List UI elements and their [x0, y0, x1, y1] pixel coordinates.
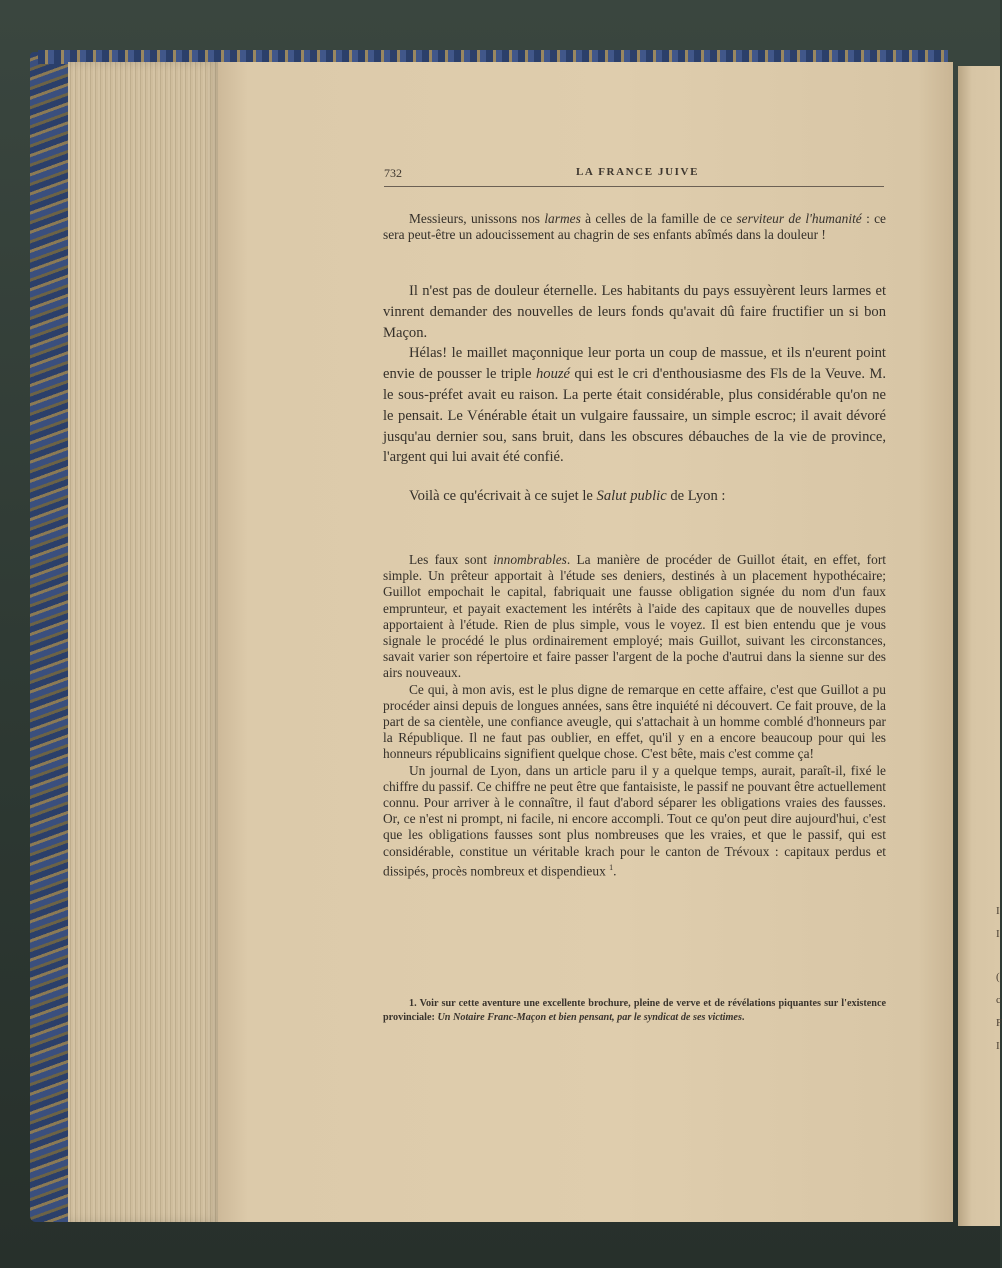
header-rule	[384, 186, 884, 187]
facing-fragment: I	[996, 1040, 1000, 1052]
italic-run: houzé	[535, 366, 571, 383]
facing-page-fragments	[996, 900, 1002, 1052]
text-run: Messieurs, unissons nos	[409, 211, 545, 226]
running-title: LA FRANCE JUIVE	[576, 166, 700, 178]
facing-fragment: c	[996, 994, 1001, 1006]
italic-run: larmes	[544, 211, 581, 226]
text-run: . La manière de procéder de Guillot était, en effet, fort simple. Un prêteur apportait à l'étude ses deniers, destinés à un placement hypothécaire; Guillot empochait le capital, fabriquait une fausse obligation signée du nom d'un faux emprunteur, et payait exactement les intérêts à l'aide des capitaux que de nouvelles dupes apportaient à l'étude. Rien de plus simple, vous le voyez. Il est bien entendu que je vous signale le procédé le plus ordinairement employé; mais Guillot, suivant les circonstances, savait varier son répertoire et faire passer l'argent de la poche d'autrui dans la sienne sur des airs nouveaux.	[383, 552, 886, 681]
extract-paragraph: Ce qui, à mon avis, est le plus digne de remarque en cette affaire, c'est que Guillot a pu procéder ainsi depuis de longues années, sans être inquiété ni découvert. Ce fait prouve, de la part de sa cientèle, une confiance aveugle, qui s'attachait à un homme comblé d'honneurs par la République. Il ne faut pas oublier, en effet, qu'il y en a encore beaucoup pour qui les honneurs républicains signifient quelque chose. C'est bête, mais c'est comme ça!	[383, 681, 886, 762]
italic-run: innombrables	[493, 552, 567, 567]
text-run: Voir sur cette aventure une excellente brochure, pleine de verve et de révélations piquantes sur l'existence provinciale:	[383, 998, 886, 1024]
main-text	[383, 281, 886, 507]
text-run: Les faux sont	[409, 552, 494, 567]
text-run: Voilà ce qu'écrivait à ce sujet le	[409, 488, 597, 505]
footnote-paragraph	[383, 997, 886, 1026]
text-run: Hélas! le maillet maçonnique leur porta un coup de massue, et ils n'eurent point envie de pousser le triple	[383, 345, 886, 383]
quote-paragraph	[383, 211, 886, 243]
facing-page-edge	[958, 66, 1000, 1226]
text-run: de Lyon :	[666, 488, 726, 505]
text-run: : ce sera peut-être un adoucissement au chagrin de ses enfants abîmés dans la douleur !	[383, 211, 886, 243]
running-head	[384, 166, 884, 186]
italic-run: Salut public	[596, 488, 667, 505]
text-run: Un journal de Lyon, dans un article paru il y a quelque temps, aurait, paraît-il, fixé le chiffre du passif. Ce chiffre ne peut être que fantaisiste, le passif ne pouvant être actuellement connu. Pour arriver à le connaître, il faut d'abord séparer les obligations vraies des fausses. Or, ce n'est ni prompt, ni facile, ni encore accompli. Tout ce qu'on peut dire aujourd'hui, c'est que les obligations fausses sont plus nombreuses que les vraies, et que le passif, qui est considérable, constitue un véritable krach pour le canton de Trévoux : capitaux perdus et dissipés, procès nombreux et dispendieux	[383, 762, 886, 879]
body-paragraph	[383, 343, 886, 468]
text-run: .	[741, 1012, 745, 1024]
extract-paragraph	[383, 763, 886, 880]
text-run: à celles de la famille de ce	[580, 211, 737, 226]
footnote-marker: 1.	[409, 998, 417, 1009]
body-paragraph: Il n'est pas de douleur éternelle. Les habitants du pays essuyèrent leurs larmes et vinrent demander des nouvelles de leurs fonds qu'avait dû faire fructifier un si bon Maçon.	[383, 283, 886, 341]
extract-paragraph	[383, 552, 886, 682]
facing-fragment: I	[996, 928, 1000, 940]
italic-run: Un Notaire Franc-Maçon et bien pensant, par le syndicat de ses victimes	[437, 1012, 742, 1024]
quoted-speech	[383, 211, 886, 243]
page-edges-stack	[68, 62, 220, 1222]
body-paragraph	[383, 486, 886, 507]
page-number: 732	[384, 166, 402, 180]
facing-fragment: I	[996, 905, 1000, 917]
italic-run: serviteur de l'humanité	[736, 211, 862, 226]
footnote	[383, 997, 886, 1026]
facing-fragment: (	[996, 971, 1000, 983]
text-run: qui est le cri d'enthousiasme des Fls de la Veuve. M. le sous-préfet avait eu raison. La perte était considérable, plus considérable qu'on ne le pensait. Le Vénérable était un vulgaire faussaire, un simple escroc; il avait dévoré jusqu'au dernier sou, sans bruit, dans les obscures débauches de la vie de province, l'argent qui lui avait été confié.	[383, 366, 886, 466]
footnote-reference: 1	[609, 862, 614, 872]
text-run: .	[613, 863, 617, 879]
quoted-extract	[383, 552, 886, 880]
facing-fragment: F	[996, 1017, 1002, 1029]
